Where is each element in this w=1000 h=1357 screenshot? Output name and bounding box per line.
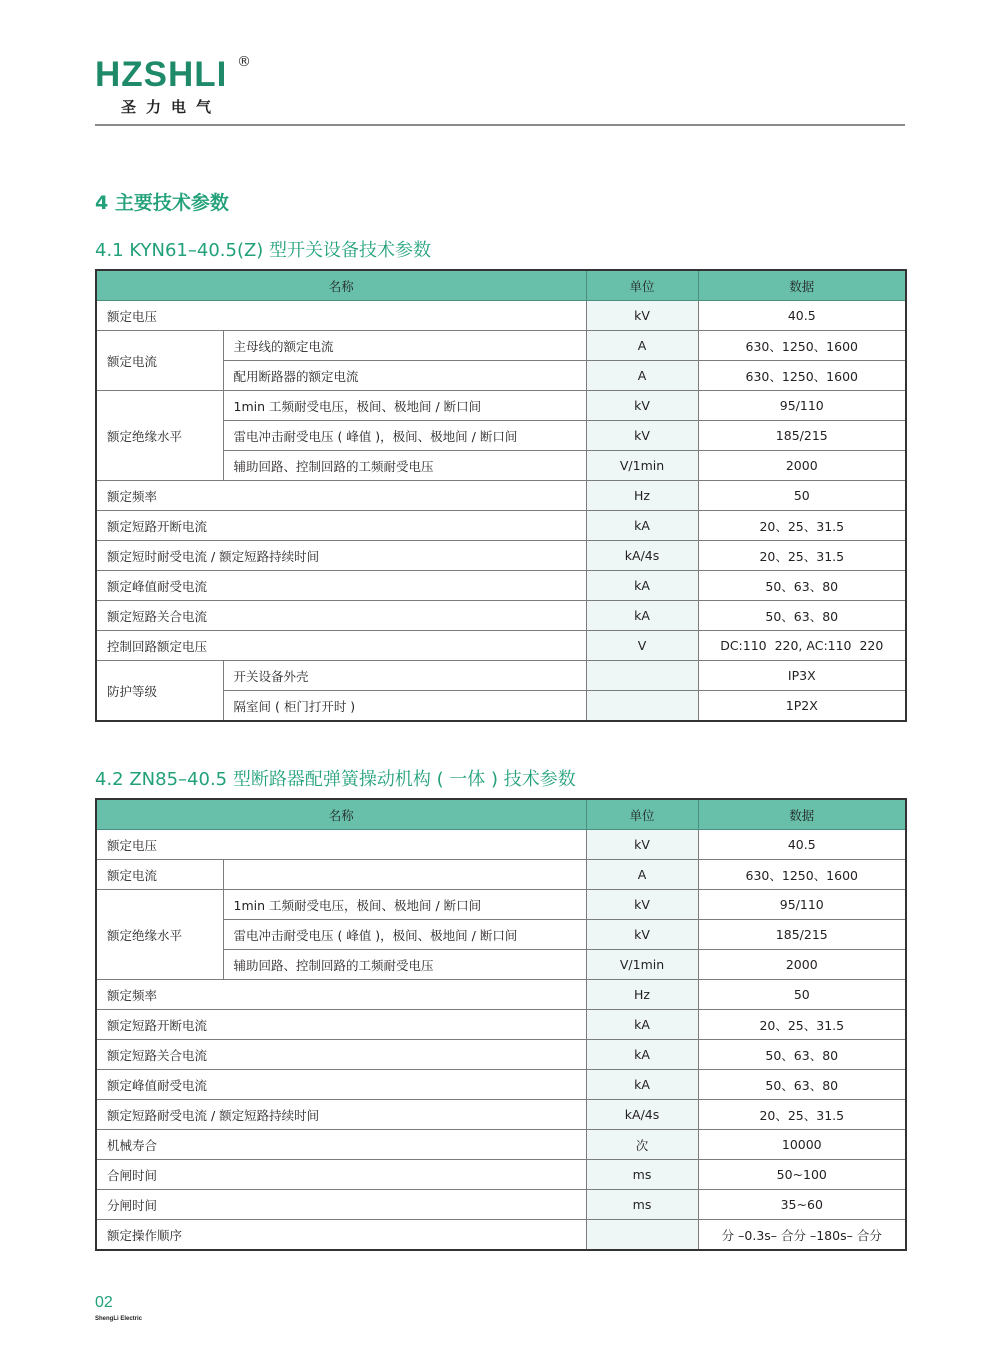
row-unit: kA [586, 601, 698, 631]
row-value: 95/110 [698, 890, 906, 920]
table2-title: 4.2 ZN85–40.5 型断路器配弹簧操动机构 ( 一体 ) 技术参数 [95, 769, 576, 790]
row-sub: 隔室间 ( 柜门打开时 ) [223, 691, 586, 722]
row-unit [586, 661, 698, 691]
row-value: 50 [698, 980, 906, 1010]
row-group: 额定绝缘水平 [96, 890, 223, 980]
row-name: 额定短路关合电流 [96, 601, 586, 631]
row-unit: V/1min [586, 451, 698, 481]
row-value: 630、1250、1600 [698, 860, 906, 890]
row-name: 额定频率 [96, 980, 586, 1010]
table-row [96, 1220, 906, 1251]
row-unit: Hz [586, 980, 698, 1010]
row-sub: 开关设备外壳 [223, 661, 586, 691]
row-group: 额定电流 [96, 860, 223, 890]
row-value: 10000 [698, 1130, 906, 1160]
row-name: 合闸时间 [96, 1160, 586, 1190]
row-unit: kA/4s [586, 541, 698, 571]
table-row [96, 890, 906, 920]
table-row [96, 1100, 906, 1130]
row-unit: V [586, 631, 698, 661]
row-value: DC:110 220, AC:110 220 [698, 631, 906, 661]
header-unit: 单位 [586, 799, 698, 830]
row-unit: kV [586, 421, 698, 451]
row-value: 分 –0.3s– 合分 –180s– 合分 [698, 1220, 906, 1251]
row-unit [586, 691, 698, 722]
row-unit: Hz [586, 481, 698, 511]
row-unit: 次 [586, 1130, 698, 1160]
table-row [96, 331, 906, 361]
table-row [96, 860, 906, 890]
row-value: 20、25、31.5 [698, 1100, 906, 1130]
row-unit: A [586, 361, 698, 391]
row-value: 35~60 [698, 1190, 906, 1220]
table-row [96, 980, 906, 1010]
row-name: 额定短时耐受电流 / 额定短路持续时间 [96, 541, 586, 571]
page-number: 02 [95, 1294, 113, 1311]
row-value: 50 [698, 481, 906, 511]
table-row [96, 1010, 906, 1040]
header-data: 数据 [698, 799, 906, 830]
table-row [96, 541, 906, 571]
header-data: 数据 [698, 270, 906, 301]
row-value: 20、25、31.5 [698, 1010, 906, 1040]
row-unit: ms [586, 1160, 698, 1190]
brand-logo [95, 54, 251, 117]
row-name: 额定电压 [96, 830, 586, 860]
row-name: 额定操作顺序 [96, 1220, 586, 1251]
row-value: 2000 [698, 950, 906, 980]
row-name: 额定峰值耐受电流 [96, 571, 586, 601]
table2-spec [95, 798, 907, 1251]
row-unit: kV [586, 890, 698, 920]
header-divider [95, 124, 905, 126]
row-sub: 雷电冲击耐受电压 ( 峰值 )，极间、极地间 / 断口间 [223, 920, 586, 950]
table-row [96, 661, 906, 691]
row-name: 额定短路耐受电流 / 额定短路持续时间 [96, 1100, 586, 1130]
row-unit: V/1min [586, 950, 698, 980]
row-value: 50、63、80 [698, 1070, 906, 1100]
row-unit: kV [586, 301, 698, 331]
table1-spec [95, 269, 907, 722]
logo-chinese-name: 圣力电气 [121, 98, 222, 116]
section-title: 4 主要技术参数 [95, 192, 229, 214]
row-value: 40.5 [698, 301, 906, 331]
row-unit: kA [586, 1070, 698, 1100]
footer-brand: ShengLi Electric [95, 1316, 143, 1322]
row-unit: kV [586, 391, 698, 421]
table-header-row [96, 799, 906, 830]
row-sub: 1min 工频耐受电压，极间、极地间 / 断口间 [223, 890, 586, 920]
table-header-row [96, 270, 906, 301]
row-value: 50、63、80 [698, 571, 906, 601]
header-name: 名称 [96, 270, 586, 301]
row-value: 50、63、80 [698, 601, 906, 631]
row-unit: kV [586, 830, 698, 860]
row-unit: kA/4s [586, 1100, 698, 1130]
table-row [96, 481, 906, 511]
table1-title: 4.1 KYN61–40.5(Z) 型开关设备技术参数 [95, 240, 432, 261]
row-sub: 辅助回路、控制回路的工频耐受电压 [223, 950, 586, 980]
row-group: 防护等级 [96, 661, 223, 722]
row-unit: kA [586, 1010, 698, 1040]
row-sub: 辅助回路、控制回路的工频耐受电压 [223, 451, 586, 481]
row-name: 额定短路开断电流 [96, 1010, 586, 1040]
row-unit: kA [586, 571, 698, 601]
row-group: 额定电流 [96, 331, 223, 391]
row-name: 额定峰值耐受电流 [96, 1070, 586, 1100]
row-name: 额定短路开断电流 [96, 511, 586, 541]
row-group: 额定绝缘水平 [96, 391, 223, 481]
row-value: IP3X [698, 661, 906, 691]
row-value: 50、63、80 [698, 1040, 906, 1070]
row-sub: 主母线的额定电流 [223, 331, 586, 361]
table-row [96, 511, 906, 541]
header-unit: 单位 [586, 270, 698, 301]
row-unit: A [586, 860, 698, 890]
table-row [96, 601, 906, 631]
row-name: 额定短路关合电流 [96, 1040, 586, 1070]
table-row [96, 631, 906, 661]
row-sub: 1min 工频耐受电压，极间、极地间 / 断口间 [223, 391, 586, 421]
row-unit: ms [586, 1190, 698, 1220]
table-row [96, 1070, 906, 1100]
row-name: 控制回路额定电压 [96, 631, 586, 661]
logo-text: HZSHLI [95, 55, 228, 94]
table-row [96, 1160, 906, 1190]
header-name: 名称 [96, 799, 586, 830]
row-sub: 雷电冲击耐受电压 ( 峰值 )，极间、极地间 / 断口间 [223, 421, 586, 451]
table-row [96, 571, 906, 601]
row-name: 额定频率 [96, 481, 586, 511]
row-value: 185/215 [698, 421, 906, 451]
table-row [96, 391, 906, 421]
registered-mark: ® [237, 54, 251, 70]
row-value: 50~100 [698, 1160, 906, 1190]
table-row [96, 1190, 906, 1220]
table-row [96, 1040, 906, 1070]
row-value: 40.5 [698, 830, 906, 860]
row-name: 机械寿合 [96, 1130, 586, 1160]
row-sub [223, 860, 586, 890]
row-name: 额定电压 [96, 301, 586, 331]
row-unit: kV [586, 920, 698, 950]
table-row [96, 301, 906, 331]
row-unit [586, 1220, 698, 1251]
row-value: 95/110 [698, 391, 906, 421]
row-value: 630、1250、1600 [698, 331, 906, 361]
row-unit: A [586, 331, 698, 361]
row-unit: kA [586, 1040, 698, 1070]
row-value: 1P2X [698, 691, 906, 722]
row-value: 20、25、31.5 [698, 511, 906, 541]
table-row [96, 830, 906, 860]
row-value: 2000 [698, 451, 906, 481]
row-sub: 配用断路器的额定电流 [223, 361, 586, 391]
row-unit: kA [586, 511, 698, 541]
row-value: 630、1250、1600 [698, 361, 906, 391]
row-value: 20、25、31.5 [698, 541, 906, 571]
row-name: 分闸时间 [96, 1190, 586, 1220]
row-value: 185/215 [698, 920, 906, 950]
table-row [96, 1130, 906, 1160]
